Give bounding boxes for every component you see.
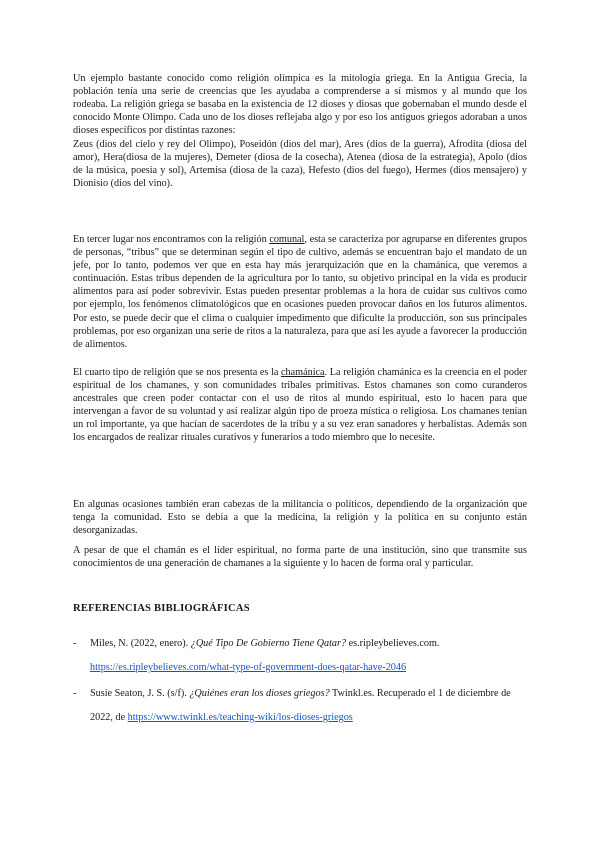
references-heading: REFERENCIAS BIBLIOGRÁFICAS	[73, 603, 250, 614]
paragraph-greek-gods: Zeus (dios del cielo y rey del Olimpo), Poseidón (dios del mar), Ares (dios de la guerra), Afrodita (diosa del amor), Hera(diosa de la mujeres), Demeter (diosa de la cosecha), Atenea (diosa de la estrategia), Apolo (dios de la música, poesía y sol), Artemisa (diosa de la caza), Hefesto (dios del fuego), Hermes (dios mensajero) y Dionisio (dios del vino).	[73, 139, 527, 190]
reference-link-ripleybelieves[interactable]: https://es.ripleybelieves.com/what-type-of-government-does-qatar-have-2046	[90, 662, 407, 673]
text-run: , esta se caracteriza por agruparse en diferentes grupos de personas, “tribus” que se determinan según el tipo de cultivo, además se encuentran bajo el mandato de un jefe, por lo tanto, podemos ver que en esta hay más jerarquización que en la chamánica, que veremos a continuación. Estas tribus dependen de la agricultura por lo tanto, su objetivo principal en la vida es producir alimentos para así poder sobrevivir. Estas pueden presentar problemas a la hora de cuidar sus cultivos como por ejemplo, los fenómenos climatológicos que en ocasiones pueden provocar daños en los futuros alimentos. Por esto, se puede decir que el clima o cualquier impedimento que dificulte la producción, son sus principales problemas, por eso organizan una serie de ritos a la naturaleza, para que así les ayude a favorecer la producción de alimentos.	[73, 234, 527, 350]
reference-item-1	[73, 632, 527, 680]
text-run: El cuarto tipo de religión que se nos presenta es la	[73, 367, 282, 378]
reference-title: ¿Quiénes eran los dioses griegos?	[189, 688, 330, 699]
text-run: En tercer lugar nos encontramos con la religión	[73, 234, 270, 245]
reference-authors: Miles, N. (2022, enero).	[90, 638, 191, 649]
reference-source: Twinkl.es. Recuperado el 1 de diciembre de 2022, de	[90, 688, 511, 723]
paragraph-shaman-tradition: A pesar de que el chamán es el líder espiritual, no forma parte de una institución, sino que transmite sus conocimientos de una generación de chamanes a la siguiente y lo hacen de forma oral y particular.	[73, 545, 527, 570]
paragraph-shaman-politics: En algunas ocasiones también eran cabezas de la militancia o políticos, dependiendo de la organización que tenga la comunidad. Esto se debía a que la medicina, la religión y la política en su conjunto están desorganizadas.	[73, 499, 527, 537]
reference-title: ¿Qué Tipo De Gobierno Tiene Qatar?	[190, 638, 347, 649]
reference-authors: Susie Seaton, J. S. (s/f).	[90, 688, 190, 699]
underlined-term-comunal: comunal	[269, 234, 305, 245]
paragraph-greek-religion: Un ejemplo bastante conocido como religión olímpica es la mitología griega. En la Antigua Grecia, la población tenía una serie de creencias que les ayudaba a comprenderse a sí mismos y al mundo que los rodeaba. La religión griega se basaba en la existencia de 12 dioses y diosas que gobernaban el mundo desde el conocido Monte Olimpo. Cada uno de los dioses reflejaba algo y por eso los antiguos griegos adoraban a unos dioses específicos por distintas razones:	[73, 73, 527, 137]
bullet-dash: -	[73, 688, 77, 699]
paragraph-shamanic-religion	[73, 366, 527, 445]
reference-link-twinkl[interactable]: https://www.twinkl.es/teaching-wiki/los-dioses-griegos	[127, 712, 353, 723]
bullet-dash: -	[73, 638, 77, 649]
reference-source: es.ripleybelieves.com.	[346, 638, 440, 649]
paragraph-communal-religion	[73, 233, 527, 351]
underlined-term-chamanica: chamánica	[281, 367, 325, 378]
reference-item-2	[73, 682, 527, 730]
text-run: . La religión chamánica es la creencia en el poder espiritual de los chamanes, y son comunidades tribales primitivas. Estos chamanes son como curanderos ancestrales que creen poder contactar con el uso de ritos al mundo espiritual, esto lo hacen para que intervengan a favor de su voluntad y así realizar algún tipo de proeza mística o religiosa. Los chamanes tenían un rol importante, ya que hacían de sacerdotes de la tribu y a su vez eran sanadores y herbalistas. Además son los encargados de realizar rituales curativos y funerarios a todo miembro que lo necesite.	[73, 367, 527, 444]
